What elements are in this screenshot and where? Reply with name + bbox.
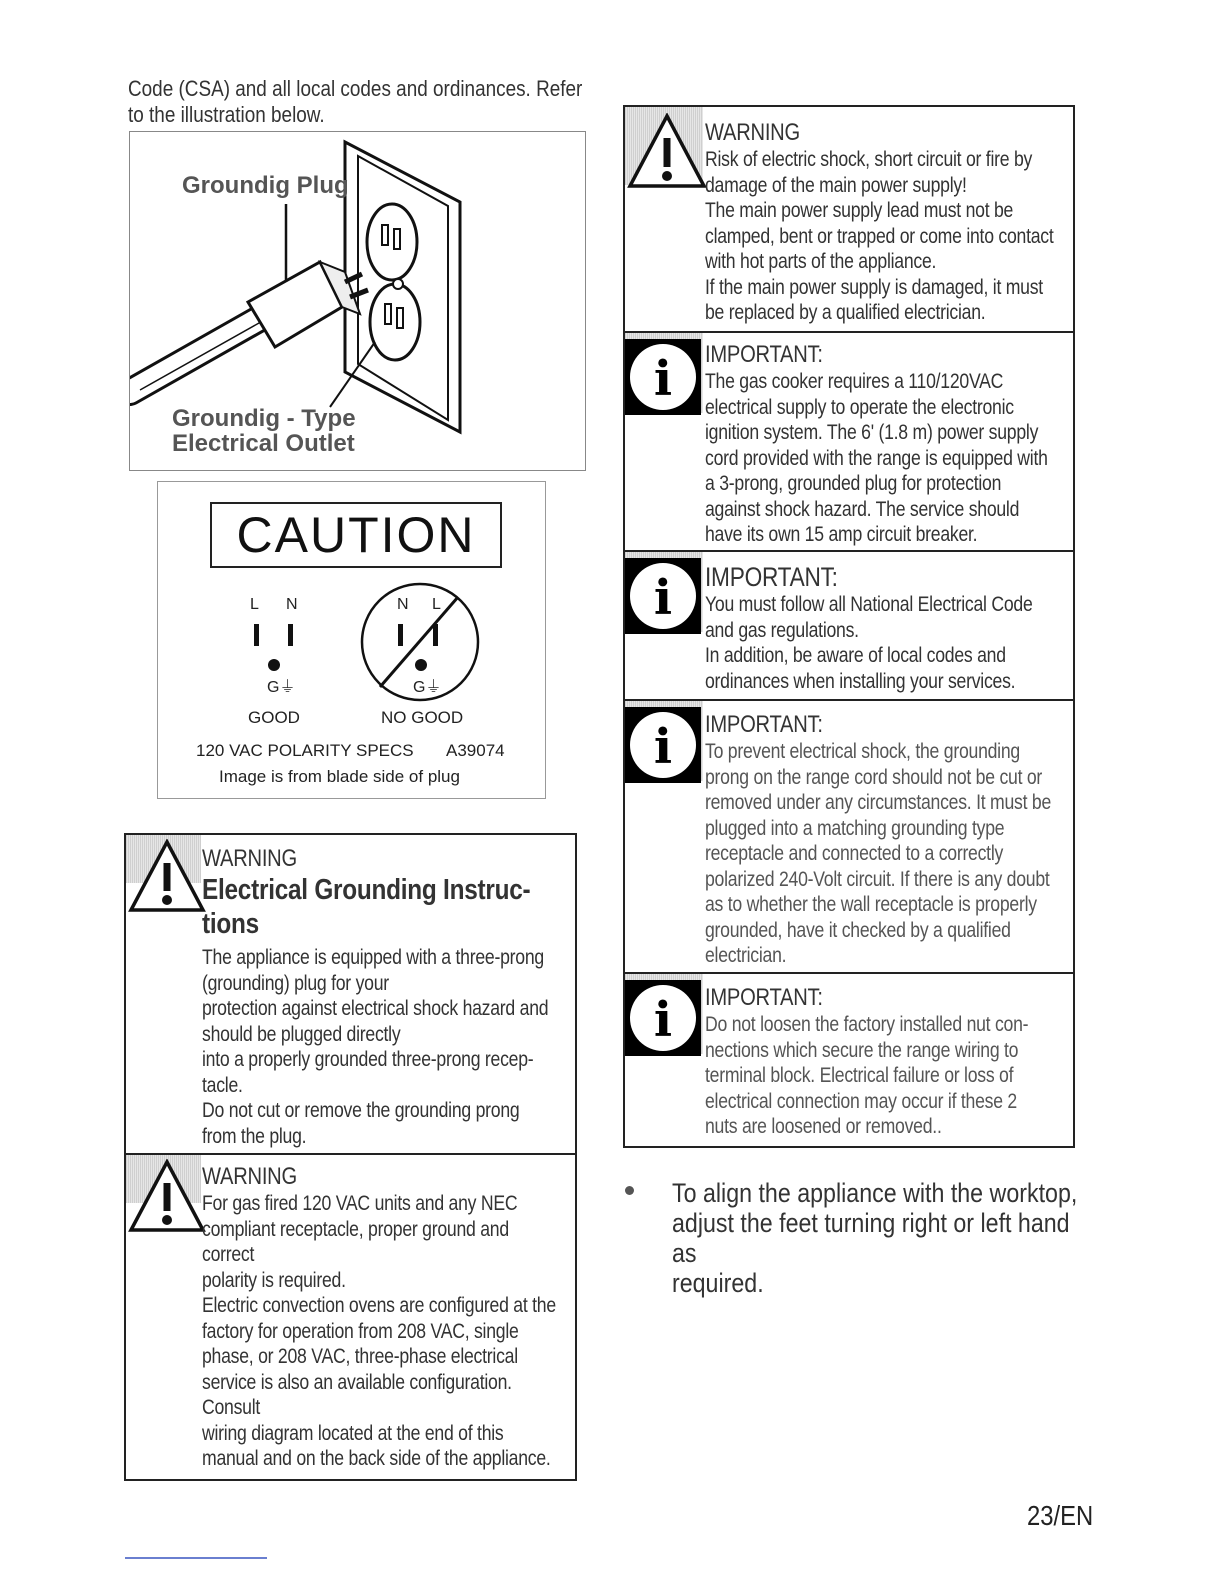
warning-line: with hot parts of the appliance. <box>705 250 937 273</box>
intro-line: to the illustration below. <box>128 102 325 127</box>
warning-line: should be plugged directly <box>202 1022 401 1046</box>
svg-text:i: i <box>653 570 673 626</box>
important-line: against shock hazard. The service should <box>705 497 1020 521</box>
important-line: ignition system. The 6' (1.8 m) power supply <box>705 421 1039 444</box>
align-line: required. <box>672 1268 764 1298</box>
caution-polarity-box <box>157 481 546 799</box>
info-icon <box>625 339 701 415</box>
important-line: receptacle and connected to a correctly <box>705 842 1004 865</box>
warning-line: be replaced by a qualified electrician. <box>705 301 986 324</box>
good-ground-label: G⏚ <box>267 679 296 696</box>
warning-line: polarity is required. <box>202 1268 346 1292</box>
warning-line: If the main power supply is damaged, it must <box>705 275 1043 299</box>
warning-line: factory for operation from 208 VAC, single <box>202 1319 519 1343</box>
warning-line: The main power supply lead must not be <box>705 199 1014 222</box>
spec-code: A39074 <box>446 741 505 760</box>
warning-gas-text <box>202 1163 563 1472</box>
important-line: electrician. <box>705 944 787 967</box>
warning-line: Risk of electric shock, short circuit or fire by <box>705 148 1033 171</box>
outlet-label-line: Groundig - Type <box>172 405 356 432</box>
important-line: To prevent electrical shock, the grounding <box>705 740 1020 763</box>
warning-triangle-icon <box>627 113 707 189</box>
warning-line: For gas fired 120 VAC units and any NEC <box>202 1192 518 1215</box>
warning-line: clamped, bent or trapped or come into contact <box>705 224 1054 248</box>
warning-gas-box <box>124 1153 577 1481</box>
intro-text <box>128 76 597 128</box>
important-supply-text <box>705 341 1075 548</box>
good-l-label: L <box>250 596 259 613</box>
warning-line: correct <box>202 1243 255 1266</box>
bullet-icon <box>625 1186 634 1195</box>
important-line: electrical supply to operate the electronic <box>705 395 1014 419</box>
important-terminal-text <box>705 984 1075 1140</box>
no-good-label: NO GOOD <box>381 708 464 727</box>
important-line: The gas cooker requires a 110/120VAC <box>705 370 1004 393</box>
warning-power-box <box>623 105 1075 333</box>
important-heading: IMPORTANT: <box>705 984 823 1011</box>
warning-title: Electrical Grounding Instruc- <box>202 874 531 906</box>
important-line: prong on the range cord should not be cut or <box>705 765 1043 789</box>
warning-line: Do not cut or remove the grounding prong <box>202 1099 520 1122</box>
svg-text:i: i <box>653 992 673 1048</box>
important-heading: IMPORTANT: <box>705 711 823 738</box>
important-line: and gas regulations. <box>705 618 859 642</box>
warning-line: Consult <box>202 1396 261 1419</box>
bad-ground-label: G⏚ <box>413 679 442 696</box>
info-icon <box>625 558 701 634</box>
warning-heading: WARNING <box>202 845 297 872</box>
warning-line: protection against electrical shock hazard and <box>202 997 549 1020</box>
important-line: electrical connection may occur if these 2 <box>705 1089 1017 1113</box>
warning-heading: WARNING <box>202 1163 297 1190</box>
important-supply-box <box>623 331 1075 552</box>
warning-grounding-text <box>202 845 555 1149</box>
important-line: removed under any circumstances. It must be <box>705 791 1052 814</box>
svg-text:i: i <box>653 351 673 407</box>
important-line: Do not loosen the factory installed nut con- <box>705 1013 1029 1036</box>
important-codes-text <box>705 562 1075 694</box>
important-line: nections which secure the range wiring to <box>705 1038 1019 1062</box>
info-icon <box>625 707 701 783</box>
important-line: cord provided with the range is equipped with <box>705 446 1048 470</box>
warning-title: tions <box>202 908 259 940</box>
important-line: You must follow all National Electrical Code <box>705 593 1033 616</box>
important-line: grounded, have it checked by a qualified <box>705 918 1011 942</box>
important-line: polarized 240-Volt circuit. If there is any doubt <box>705 867 1050 891</box>
warning-triangle-icon <box>128 1159 206 1233</box>
svg-text:i: i <box>653 719 673 775</box>
important-line: have its own 15 amp circuit breaker. <box>705 523 978 546</box>
important-grounding-box <box>623 699 1075 974</box>
bad-l-label: L <box>432 596 441 613</box>
warning-line: into a properly grounded three-prong recep- <box>202 1048 534 1071</box>
blade-side-note: Image is from blade side of plug <box>219 767 460 786</box>
good-n-label: N <box>286 596 298 613</box>
warning-line: phase, or 208 VAC, three-phase electrical <box>202 1345 518 1368</box>
plug-label: Groundig Plug <box>182 172 349 199</box>
warning-line: from the plug. <box>202 1124 307 1148</box>
warning-line: wiring diagram located at the end of this <box>202 1421 504 1445</box>
align-line: adjust the feet turning right or left hand as <box>672 1208 1070 1268</box>
grounding-plug-illustration <box>129 131 586 471</box>
important-terminal-box <box>623 972 1075 1148</box>
outlet-label-line: Electrical Outlet <box>172 430 355 457</box>
align-line: To align the appliance with the worktop, <box>672 1178 1078 1208</box>
warning-line: service is also an available configuration. <box>202 1370 512 1394</box>
good-label: GOOD <box>248 708 300 727</box>
important-line: terminal block. Electrical failure or loss of <box>705 1064 1014 1087</box>
bad-n-label: N <box>397 596 409 613</box>
polarity-specs: 120 VAC POLARITY SPECS <box>196 741 414 760</box>
warning-line: compliant receptacle, proper ground and <box>202 1217 509 1241</box>
info-icon <box>625 980 701 1056</box>
align-instruction <box>672 1178 1085 1298</box>
warning-line: manual and on the back side of the appliance. <box>202 1447 551 1470</box>
warning-power-text <box>705 119 1075 326</box>
footer-rule <box>125 1557 267 1559</box>
important-heading: IMPORTANT: <box>705 341 823 368</box>
important-line: nuts are loosened or removed.. <box>705 1115 942 1138</box>
outlet-label <box>172 406 356 456</box>
warning-line: tacle. <box>202 1073 243 1097</box>
important-line: as to whether the wall receptacle is properly <box>705 893 1037 916</box>
caution-title: CAUTION <box>236 507 476 563</box>
warning-triangle-icon <box>128 839 206 913</box>
warning-line: Electric convection ovens are configured at the <box>202 1294 556 1317</box>
warning-line: The appliance is equipped with a three-prong <box>202 946 544 969</box>
important-line: In addition, be aware of local codes and <box>705 644 1006 667</box>
intro-line: Code (CSA) and all local codes and ordinances. Refer <box>128 76 583 101</box>
important-grounding-text <box>705 711 1075 969</box>
important-line: ordinances when installing your services. <box>705 669 1016 693</box>
important-line: a 3-prong, grounded plug for protection <box>705 472 1002 495</box>
warning-grounding-box <box>124 833 577 1155</box>
page-number: 23/EN <box>1027 1500 1094 1531</box>
important-line: plugged into a matching grounding type <box>705 816 1005 840</box>
warning-heading: WARNING <box>705 119 800 146</box>
warning-line: damage of the main power supply! <box>705 173 967 197</box>
important-heading: IMPORTANT: <box>705 562 838 592</box>
warning-line: (grounding) plug for your <box>202 971 389 995</box>
important-codes-box <box>623 550 1075 701</box>
